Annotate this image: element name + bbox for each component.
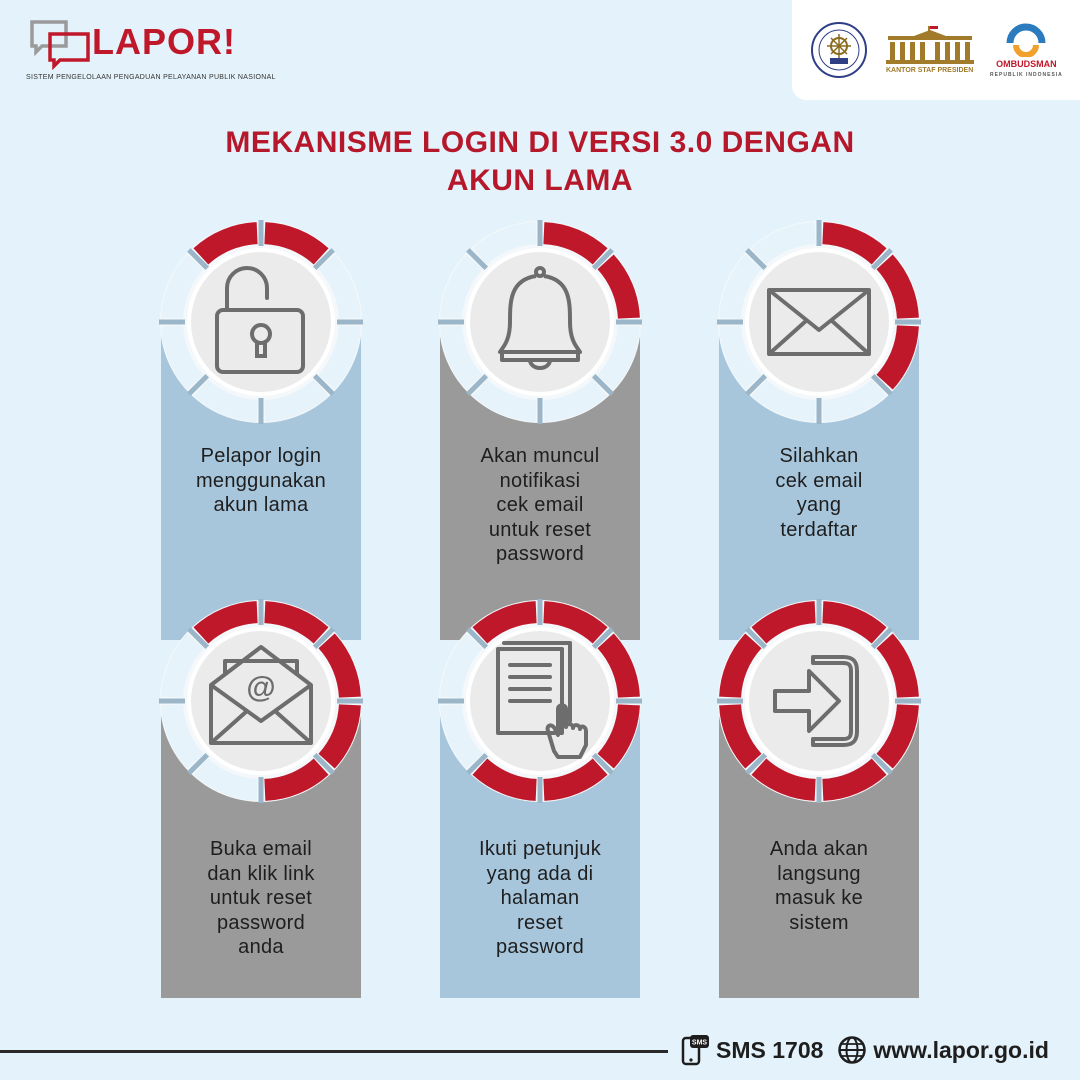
step-6-ring xyxy=(717,599,921,803)
website-link[interactable]: www.lapor.go.id xyxy=(873,1036,1049,1063)
ombudsman-logo-icon xyxy=(1004,21,1048,57)
step-4-text: Buka email dan klik link untuk reset password anda xyxy=(207,838,315,958)
kemenpan-seal-icon xyxy=(809,20,869,80)
ombudsman-label: OMBUDSMAN xyxy=(996,59,1057,70)
ombudsman-sublabel: REPUBLIK INDONESIA xyxy=(990,72,1063,79)
globe-icon xyxy=(837,1035,867,1065)
step-2-text: Akan muncul notifikasi cek email untuk reset password xyxy=(480,445,600,565)
step-5-ring xyxy=(438,599,642,803)
svg-text:SMS: SMS xyxy=(691,1039,708,1047)
brand-tagline: SISTEM PENGELOLAAN PENGADUAN PELAYANAN PUBLIK NASIONAL xyxy=(26,74,276,81)
chat-bubbles-icon xyxy=(26,18,96,70)
footer-website[interactable] xyxy=(837,1035,1049,1065)
title-line-1: MEKANISME LOGIN DI VERSI 3.0 DENGAN xyxy=(225,126,855,159)
footer-divider xyxy=(0,1050,668,1053)
partner-ombudsman xyxy=(990,21,1063,78)
step-4-ring xyxy=(159,599,363,803)
step-5-text: Ikuti petunjuk yang ada di halaman reset password xyxy=(478,838,602,958)
step-3-ring xyxy=(717,220,921,424)
phone-sms-icon xyxy=(680,1034,710,1066)
ksp-palace-icon xyxy=(884,26,976,64)
svg-text:@: @ xyxy=(246,671,276,704)
step-1-text: Pelapor login menggunakan akun lama xyxy=(195,445,327,516)
title-line-2: AKUN LAMA xyxy=(446,164,634,197)
lapor-logo xyxy=(26,18,276,81)
sms-number: SMS 1708 xyxy=(716,1036,824,1063)
brand-name: LAPOR! xyxy=(92,21,236,62)
partner-ksp xyxy=(884,26,976,75)
step-3-text: Silahkan cek email yang terdaftar xyxy=(775,445,863,541)
page-title xyxy=(0,124,1080,200)
step-6-text: Anda akan langsung masuk ke sistem xyxy=(769,838,869,934)
footer-sms xyxy=(680,1034,823,1066)
partner-logos xyxy=(792,0,1080,100)
step-1-ring xyxy=(159,220,363,424)
ksp-label: KANTOR STAF PRESIDEN xyxy=(886,66,974,74)
partner-kemenpan xyxy=(809,20,869,80)
step-2-ring xyxy=(438,220,642,424)
footer xyxy=(680,1034,1049,1066)
